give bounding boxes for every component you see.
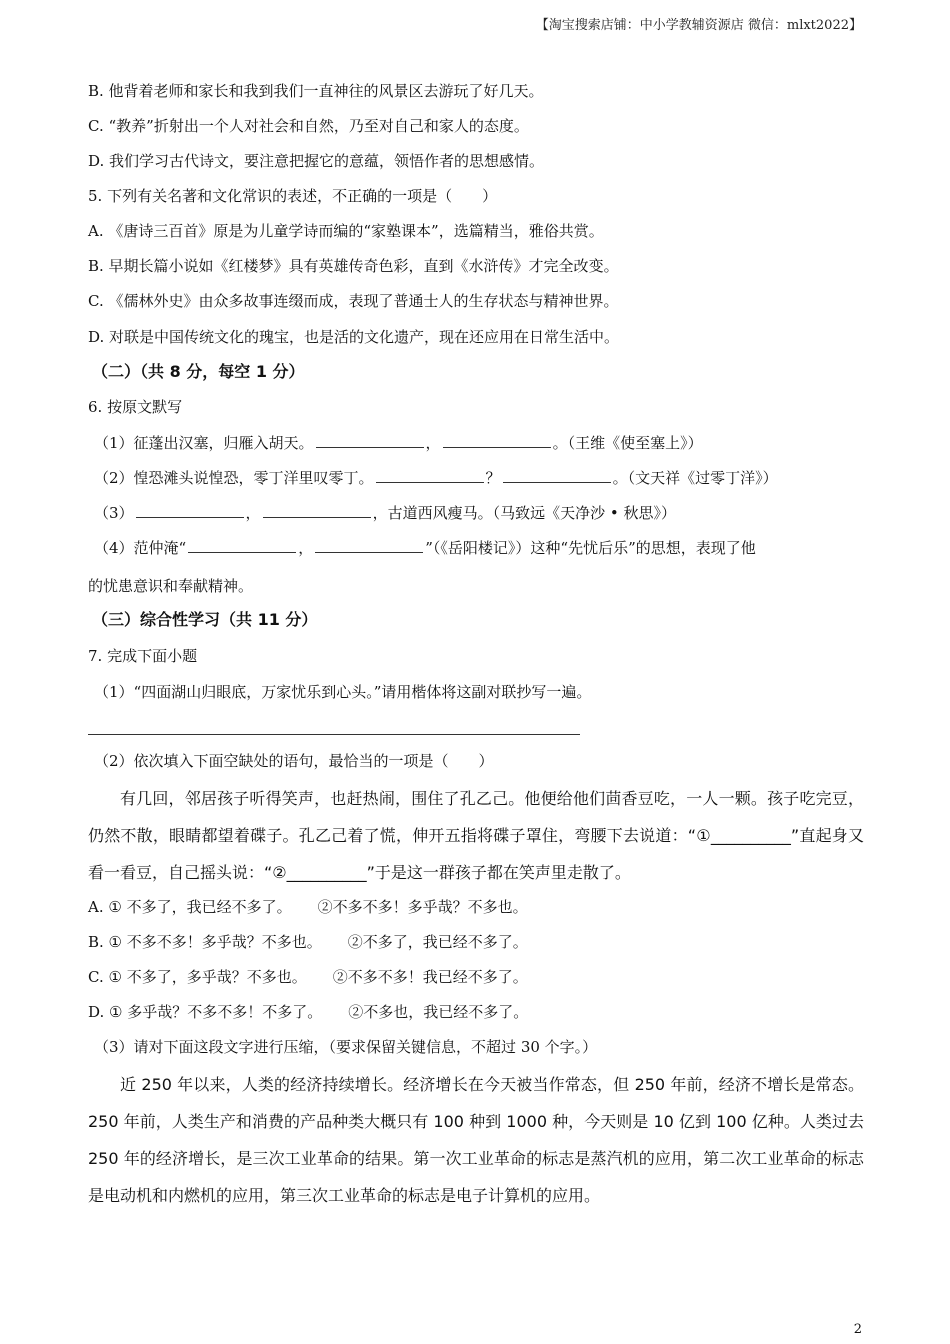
q6-item-3-sep: ， bbox=[245, 504, 261, 522]
q6-item-2-text: （2）惶恐滩头说惶恐，零丁洋里叹零丁。 bbox=[94, 469, 374, 487]
q6-blank-4[interactable] bbox=[503, 468, 611, 483]
q6-item-4-continuation: 的忧患意识和奉献精神。 bbox=[88, 577, 254, 595]
page-number: 2 bbox=[853, 1322, 862, 1337]
q4-option-b: B. 他背着老师和家长和我到我们一直神往的风景区去游玩了好几天。 bbox=[88, 82, 544, 100]
section-2-title: （二）（共 8 分，每空 1 分） bbox=[92, 362, 305, 381]
q6-item-1-source: 。（王维《使至塞上》） bbox=[552, 434, 703, 452]
q6-blank-2[interactable] bbox=[443, 433, 551, 448]
q6-item-4-source: ”（《岳阳楼记》）这种“先忧后乐”的思想，表现了他 bbox=[425, 539, 756, 557]
q6-item-3-source: ，古道西风瘦马。（马致远《天净沙 • 秋思》） bbox=[372, 504, 676, 522]
q7-sub-2: （2）依次填入下面空缺处的语句，最恰当的一项是（ ） bbox=[94, 752, 494, 770]
q6-item-1 bbox=[94, 433, 703, 453]
q7-stem: 7. 完成下面小题 bbox=[88, 647, 198, 665]
q7-option-b-first: B. ① 不多不多！多乎哉？不多也。 bbox=[88, 933, 322, 951]
q6-item-2-source: 。（文天祥《过零丁洋》） bbox=[612, 469, 778, 487]
q6-blank-3[interactable] bbox=[376, 468, 484, 483]
q7-option-a-first: A. ① 不多了，我已经不多了。 bbox=[88, 898, 292, 916]
q7-answer-line[interactable] bbox=[88, 734, 580, 735]
q6-item-4-sep: ， bbox=[298, 539, 314, 557]
q7-passage: 有几回，邻居孩子听得笑声，也赶热闹，围住了孔乙己。他便给他们茴香豆吃，一人一颗。孩子吃完豆，仍然不散，眼睛都望着碟子。孔乙己着了慌，伸开五指将碟子罩住，弯腰下去说道：“①__________”直起身又看一看豆，自己摇头说：“②__________”于是这一群孩子都在笑声里走散了。 bbox=[88, 789, 864, 882]
q7-option-d-first: D. ① 多乎哉？不多不多！不多了。 bbox=[88, 1003, 323, 1021]
q7-passage-2: 近 250 年以来，人类的经济持续增长。经济增长在今天被当作常态，但 250 年前，经济不增长是常态。250 年前，人类生产和消费的产品种类大概只有 100 种到 1000 种，今天则是 10 亿到 100 亿种。人类过去 250 年的经济增长，是三次工业革命的结果。第一次工业革命的标志是蒸汽机的应用，第二次工业革命的标志是电动机和内燃机的应用，第三次工业革命的标志是电子计算机的应用。 bbox=[88, 1075, 864, 1205]
q6-item-3-label: （3） bbox=[94, 504, 134, 522]
q6-blank-8[interactable] bbox=[315, 538, 423, 553]
q7-option-b-second: ②不多了，我已经不多了。 bbox=[347, 933, 528, 951]
q6-item-3 bbox=[94, 503, 676, 523]
q7-option-c-first: C. ① 不多了，多乎哉？不多也。 bbox=[88, 968, 307, 986]
q6-item-2-sep: ？ bbox=[485, 469, 501, 487]
q7-option-c bbox=[88, 967, 528, 987]
q6-blank-6[interactable] bbox=[263, 503, 371, 518]
q7-option-d bbox=[88, 1002, 528, 1022]
q4-option-c: C. “教养”折射出一个人对社会和自然，乃至对自己和家人的态度。 bbox=[88, 117, 529, 135]
q5-option-b: B. 早期长篇小说如《红楼梦》具有英雄传奇色彩，直到《水浒传》才完全改变。 bbox=[88, 257, 619, 275]
q7-sub-3: （3）请对下面这段文字进行压缩，（要求保留关键信息，不超过 30 个字。） bbox=[94, 1038, 598, 1056]
q7-option-a-second: ②不多不多！多乎哉？不多也。 bbox=[317, 898, 528, 916]
q7-option-a bbox=[88, 897, 528, 917]
q5-option-c: C. 《儒林外史》由众多故事连缀而成，表现了普通士人的生存状态与精神世界。 bbox=[88, 292, 619, 310]
q6-item-1-text: （1）征蓬出汉塞，归雁入胡天。 bbox=[94, 434, 314, 452]
q5-option-d: D. 对联是中国传统文化的瑰宝，也是活的文化遗产，现在还应用在日常生活中。 bbox=[88, 328, 620, 346]
section-3-title: （三）综合性学习（共 11 分） bbox=[92, 610, 318, 629]
q6-blank-7[interactable] bbox=[188, 538, 296, 553]
q6-stem: 6. 按原文默写 bbox=[88, 398, 183, 416]
q5-stem: 5. 下列有关名著和文化常识的表述，不正确的一项是（ ） bbox=[88, 187, 498, 205]
q7-option-b bbox=[88, 932, 528, 952]
q5-option-a: A. 《唐诗三百首》原是为儿童学诗而编的“家塾课本”，选篇精当，雅俗共赏。 bbox=[88, 222, 604, 240]
q6-blank-5[interactable] bbox=[136, 503, 244, 518]
q6-item-1-sep: ， bbox=[425, 434, 441, 452]
q7-sub-1: （1）“四面湖山归眼底，万家忧乐到心头。”请用楷体将这副对联抄写一遍。 bbox=[94, 683, 592, 701]
q7-option-c-second: ②不多不多！我已经不多了。 bbox=[332, 968, 528, 986]
q6-item-4-text: （4）范仲淹“ bbox=[94, 539, 187, 557]
q4-option-d: D. 我们学习古代诗文，要注意把握它的意蕴，领悟作者的思想感情。 bbox=[88, 152, 545, 170]
q6-item-4 bbox=[94, 538, 756, 558]
q6-item-2 bbox=[94, 468, 778, 488]
page-header: 【淘宝搜索店铺：中小学教辅资源店 微信：mlxt2022】 bbox=[535, 18, 862, 33]
q6-blank-1[interactable] bbox=[316, 433, 424, 448]
q7-option-d-second: ②不多也，我已经不多了。 bbox=[348, 1003, 529, 1021]
